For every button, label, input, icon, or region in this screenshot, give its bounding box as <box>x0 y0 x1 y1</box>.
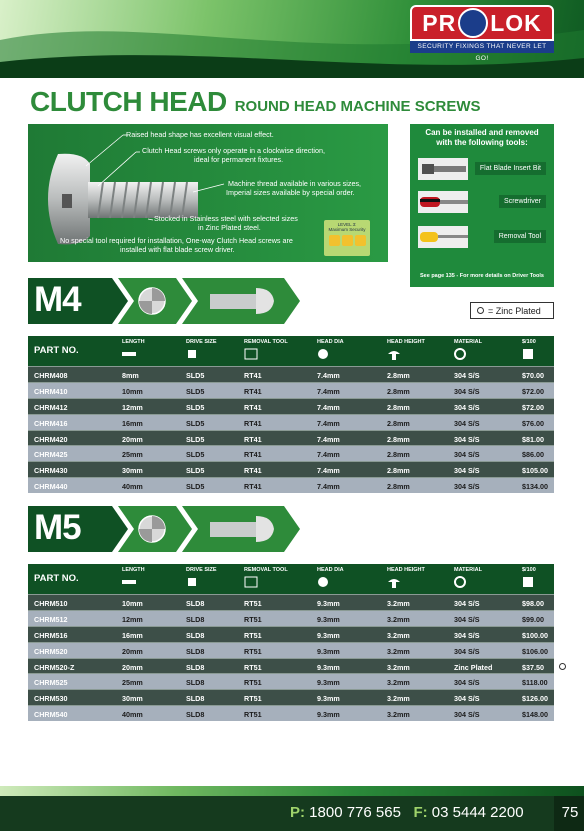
dia-cell: 9.3mm <box>317 630 340 640</box>
col-removal-tool: REMOVAL TOOL <box>244 339 288 345</box>
drive-cell: SLD5 <box>186 450 205 460</box>
tool-cell: RT41 <box>244 450 262 460</box>
price-cell: $126.00 <box>522 694 548 704</box>
material-cell: 304 S/S <box>454 678 480 688</box>
part-number-cell: CHRM540 <box>34 710 68 720</box>
screwdriver-icon <box>418 189 468 215</box>
height-cell: 3.2mm <box>387 678 410 688</box>
feature-callout-2b: ideal for permanent fixtures. <box>194 155 284 164</box>
drive-cell: SLD8 <box>186 678 205 688</box>
col-price: $/100 <box>522 339 536 345</box>
security-level-badge <box>324 220 370 256</box>
m5-banner <box>28 506 300 552</box>
table-row <box>28 398 554 414</box>
price-cell: $86.00 <box>522 450 544 460</box>
m4-table-header <box>28 336 554 366</box>
feature-callout-4b: in Zinc Plated steel. <box>198 223 261 232</box>
drive-cell: SLD5 <box>186 466 205 476</box>
material-cell: 304 S/S <box>454 418 480 428</box>
price-cell: $100.00 <box>522 630 548 640</box>
tool-row-removal <box>418 224 546 250</box>
height-cell: 2.8mm <box>387 371 410 380</box>
dia-cell: 9.3mm <box>317 662 340 672</box>
length-cell: 10mm <box>122 599 143 608</box>
dia-cell: 9.3mm <box>317 710 340 720</box>
dia-cell: 9.3mm <box>317 694 340 704</box>
dia-cell: 7.4mm <box>317 418 340 428</box>
feature-callout-2a: Clutch Head screws only operate in a clockwise direction, <box>142 146 325 155</box>
part-number-cell: CHRM412 <box>34 402 68 412</box>
table-row <box>28 610 554 626</box>
drive-cell: SLD8 <box>186 630 205 640</box>
dia-cell: 7.4mm <box>317 386 340 396</box>
logo-tagline: SECURITY FIXINGS THAT NEVER LET GO! <box>410 41 554 53</box>
length-icon <box>122 348 136 360</box>
material-cell: 304 S/S <box>454 599 480 608</box>
logo-text-right: LOK <box>490 9 542 36</box>
price-cell: $81.00 <box>522 434 544 444</box>
tools-footer-note: See page 135 - For more details on Driver Tools <box>420 273 544 279</box>
table-row <box>28 366 554 382</box>
phone-number: 1800 776 565 <box>309 804 401 821</box>
m4-label: M4 <box>34 280 81 319</box>
tool-cell: RT41 <box>244 371 262 380</box>
table-row <box>28 642 554 658</box>
price-cell: $148.00 <box>522 710 548 720</box>
height-cell: 2.8mm <box>387 434 410 444</box>
drive-size-icon <box>186 348 198 360</box>
table-row <box>28 382 554 398</box>
drive-cell: SLD5 <box>186 418 205 428</box>
length-cell: 30mm <box>122 466 143 476</box>
removal-tool-icon <box>418 224 468 250</box>
table-row <box>28 689 554 705</box>
head-dia-icon <box>317 348 329 360</box>
material-cell: 304 S/S <box>454 614 480 624</box>
tool-cell: RT51 <box>244 599 262 608</box>
price-cell: $118.00 <box>522 678 548 688</box>
table-row <box>28 430 554 446</box>
tool-cell: RT41 <box>244 482 262 492</box>
table-row <box>28 658 554 674</box>
material-cell: 304 S/S <box>454 646 480 656</box>
tool-label-screwdriver: Screwdriver <box>499 195 546 208</box>
drive-cell: SLD8 <box>186 646 205 656</box>
tool-row-bit <box>418 156 546 182</box>
tool-cell: RT41 <box>244 402 262 412</box>
table-row <box>28 705 554 721</box>
material-cell: 304 S/S <box>454 466 480 476</box>
contact-info <box>290 804 524 821</box>
height-cell: 2.8mm <box>387 482 410 492</box>
removal-tool-col-icon <box>244 576 258 588</box>
dia-cell: 9.3mm <box>317 678 340 688</box>
length-cell: 10mm <box>122 386 143 396</box>
table-row <box>28 445 554 461</box>
drive-cell: SLD8 <box>186 710 205 720</box>
prolok-logo <box>410 5 554 62</box>
height-cell: 2.8mm <box>387 386 410 396</box>
material-cell: 304 S/S <box>454 450 480 460</box>
drive-cell: SLD5 <box>186 434 205 444</box>
feature-callout-3a: Machine thread available in various sizes, <box>228 179 362 188</box>
length-icon <box>122 576 136 588</box>
col-part-no: PART NO. <box>34 573 79 584</box>
drive-cell: SLD5 <box>186 482 205 492</box>
table-row <box>28 626 554 642</box>
price-cell: $106.00 <box>522 646 548 656</box>
table-row <box>28 673 554 689</box>
zinc-circle-icon <box>477 307 484 314</box>
part-number-cell: CHRM512 <box>34 614 68 624</box>
page-header <box>0 0 584 78</box>
part-number-cell: CHRM408 <box>34 371 68 380</box>
length-cell: 40mm <box>122 482 143 492</box>
length-cell: 40mm <box>122 710 143 720</box>
part-number-cell: CHRM416 <box>34 418 68 428</box>
dia-cell: 7.4mm <box>317 434 340 444</box>
material-cell: 304 S/S <box>454 386 480 396</box>
padlock-icon <box>342 235 353 246</box>
tools-heading <box>410 128 554 148</box>
length-cell: 20mm <box>122 662 143 672</box>
part-number-cell: CHRM425 <box>34 450 68 460</box>
material-cell: 304 S/S <box>454 710 480 720</box>
head-height-icon <box>387 576 401 588</box>
height-cell: 3.2mm <box>387 630 410 640</box>
padlock-icon <box>355 235 366 246</box>
drive-cell: SLD8 <box>186 694 205 704</box>
part-number-cell: CHRM510 <box>34 599 68 608</box>
dia-cell: 9.3mm <box>317 614 340 624</box>
zinc-plated-key <box>470 302 554 319</box>
part-number-cell: CHRM516 <box>34 630 68 640</box>
height-cell: 3.2mm <box>387 599 410 608</box>
price-box-icon <box>522 576 534 588</box>
col-removal-tool: REMOVAL TOOL <box>244 567 288 573</box>
part-number-cell: CHRM520-Z <box>34 662 75 672</box>
head-dia-icon <box>317 576 329 588</box>
tools-heading-1: Can be installed and removed <box>425 128 539 137</box>
col-price: $/100 <box>522 567 536 573</box>
price-cell: $105.00 <box>522 466 548 476</box>
price-cell: $99.00 <box>522 614 544 624</box>
table-row <box>28 461 554 477</box>
table-row <box>28 477 554 493</box>
material-icon <box>454 576 466 588</box>
col-drive-size: DRIVE SIZE <box>186 567 217 573</box>
price-box-icon <box>522 348 534 360</box>
tool-label-removal: Removal Tool <box>494 230 546 243</box>
tool-cell: RT51 <box>244 646 262 656</box>
part-number-cell: CHRM430 <box>34 466 68 476</box>
length-cell: 20mm <box>122 646 143 656</box>
tool-cell: RT51 <box>244 630 262 640</box>
height-cell: 3.2mm <box>387 694 410 704</box>
material-cell: 304 S/S <box>454 694 480 704</box>
height-cell: 2.8mm <box>387 450 410 460</box>
m5-table-header <box>28 564 554 594</box>
removal-tool-col-icon <box>244 348 258 360</box>
drive-cell: SLD8 <box>186 614 205 624</box>
table-row <box>28 414 554 430</box>
page-number: 75 <box>561 804 579 821</box>
dia-cell: 7.4mm <box>317 466 340 476</box>
length-cell: 16mm <box>122 418 143 428</box>
part-number-cell: CHRM420 <box>34 434 68 444</box>
material-cell: 304 S/S <box>454 402 480 412</box>
col-length: LENGTH <box>122 339 145 345</box>
zinc-circle-icon <box>559 663 566 670</box>
col-drive-size: DRIVE SIZE <box>186 339 217 345</box>
height-cell: 3.2mm <box>387 710 410 720</box>
dia-cell: 9.3mm <box>317 599 340 608</box>
material-icon <box>454 348 466 360</box>
tool-cell: RT51 <box>244 710 262 720</box>
m4-banner <box>28 278 300 324</box>
col-head-dia: HEAD DIA <box>317 567 344 573</box>
col-material: MATERIAL <box>454 339 483 345</box>
tool-cell: RT51 <box>244 678 262 688</box>
height-cell: 3.2mm <box>387 662 410 672</box>
col-material: MATERIAL <box>454 567 483 573</box>
padlock-icon <box>329 235 340 246</box>
length-cell: 8mm <box>122 371 139 380</box>
part-number-cell: CHRM520 <box>34 646 68 656</box>
head-height-icon <box>387 348 401 360</box>
col-head-height: HEAD HEIGHT <box>387 339 425 345</box>
dia-cell: 7.4mm <box>317 371 340 380</box>
length-cell: 25mm <box>122 450 143 460</box>
part-number-cell: CHRM530 <box>34 694 68 704</box>
part-number-cell: CHRM410 <box>34 386 68 396</box>
material-cell: 304 S/S <box>454 371 480 380</box>
drive-cell: SLD8 <box>186 662 205 672</box>
tool-label-bit: Flat Blade Insert Bit <box>475 162 546 175</box>
price-cell: $72.00 <box>522 402 544 412</box>
tools-panel <box>410 124 554 287</box>
feature-callout-1: Raised head shape has excellent visual effect. <box>126 130 274 139</box>
feature-callout-5b: installed with flat blade screw driver. <box>120 245 235 254</box>
material-cell: Zinc Plated <box>454 662 493 672</box>
material-cell: 304 S/S <box>454 630 480 640</box>
col-head-dia: HEAD DIA <box>317 339 344 345</box>
height-cell: 3.2mm <box>387 614 410 624</box>
length-cell: 16mm <box>122 630 143 640</box>
feature-callout-4a: Stocked in Stainless steel with selected sizes <box>154 214 298 223</box>
part-number-cell: CHRM525 <box>34 678 68 688</box>
tool-cell: RT41 <box>244 386 262 396</box>
price-cell: $37.50 <box>522 662 544 672</box>
tool-cell: RT41 <box>244 434 262 444</box>
tool-cell: RT41 <box>244 418 262 428</box>
length-cell: 20mm <box>122 434 143 444</box>
price-cell: $98.00 <box>522 599 544 608</box>
height-cell: 2.8mm <box>387 466 410 476</box>
phone-label: P: <box>290 804 305 821</box>
tool-cell: RT51 <box>244 614 262 624</box>
drive-cell: SLD8 <box>186 599 205 608</box>
length-cell: 25mm <box>122 678 143 688</box>
col-head-height: HEAD HEIGHT <box>387 567 425 573</box>
price-cell: $72.00 <box>522 386 544 396</box>
tool-cell: RT51 <box>244 662 262 672</box>
feature-banner <box>28 124 388 262</box>
tool-cell: RT41 <box>244 466 262 476</box>
page-title <box>30 86 481 118</box>
m5-table <box>28 564 554 721</box>
fax-number: 03 5444 2200 <box>431 804 524 821</box>
drive-size-icon <box>186 576 198 588</box>
material-cell: 304 S/S <box>454 482 480 492</box>
tool-cell: RT51 <box>244 694 262 704</box>
dia-cell: 7.4mm <box>317 450 340 460</box>
security-level: LEVEL 3: <box>337 222 357 227</box>
title-sub: ROUND HEAD MACHINE SCREWS <box>234 98 481 115</box>
tools-heading-2: with the following tools: <box>436 138 528 147</box>
price-cell: $70.00 <box>522 371 544 380</box>
dia-cell: 9.3mm <box>317 646 340 656</box>
table-row <box>28 594 554 610</box>
feature-callout-3b: Imperial sizes available by special order. <box>226 188 355 197</box>
length-cell: 12mm <box>122 402 143 412</box>
feature-callout-5a: No special tool required for installation, One-way Clutch Head screws are <box>60 236 293 245</box>
price-cell: $76.00 <box>522 418 544 428</box>
height-cell: 3.2mm <box>387 646 410 656</box>
insert-bit-icon <box>418 156 468 182</box>
m4-table <box>28 336 554 493</box>
material-cell: 304 S/S <box>454 434 480 444</box>
drive-cell: SLD5 <box>186 371 205 380</box>
fax-label: F: <box>413 804 428 821</box>
dia-cell: 7.4mm <box>317 402 340 412</box>
height-cell: 2.8mm <box>387 418 410 428</box>
length-cell: 12mm <box>122 614 143 624</box>
logo-lock-icon <box>458 8 488 38</box>
col-length: LENGTH <box>122 567 145 573</box>
drive-cell: SLD5 <box>186 402 205 412</box>
dia-cell: 7.4mm <box>317 482 340 492</box>
height-cell: 2.8mm <box>387 402 410 412</box>
security-text: Maximum Security <box>328 227 366 232</box>
logo-text-left: PR <box>422 9 457 36</box>
title-main: CLUTCH HEAD <box>30 86 227 117</box>
zinc-key-text: = Zinc Plated <box>488 305 541 316</box>
length-cell: 30mm <box>122 694 143 704</box>
m5-label: M5 <box>34 508 81 547</box>
tool-row-screwdriver <box>418 189 546 215</box>
col-part-no: PART NO. <box>34 345 79 356</box>
part-number-cell: CHRM440 <box>34 482 68 492</box>
price-cell: $134.00 <box>522 482 548 492</box>
drive-cell: SLD5 <box>186 386 205 396</box>
